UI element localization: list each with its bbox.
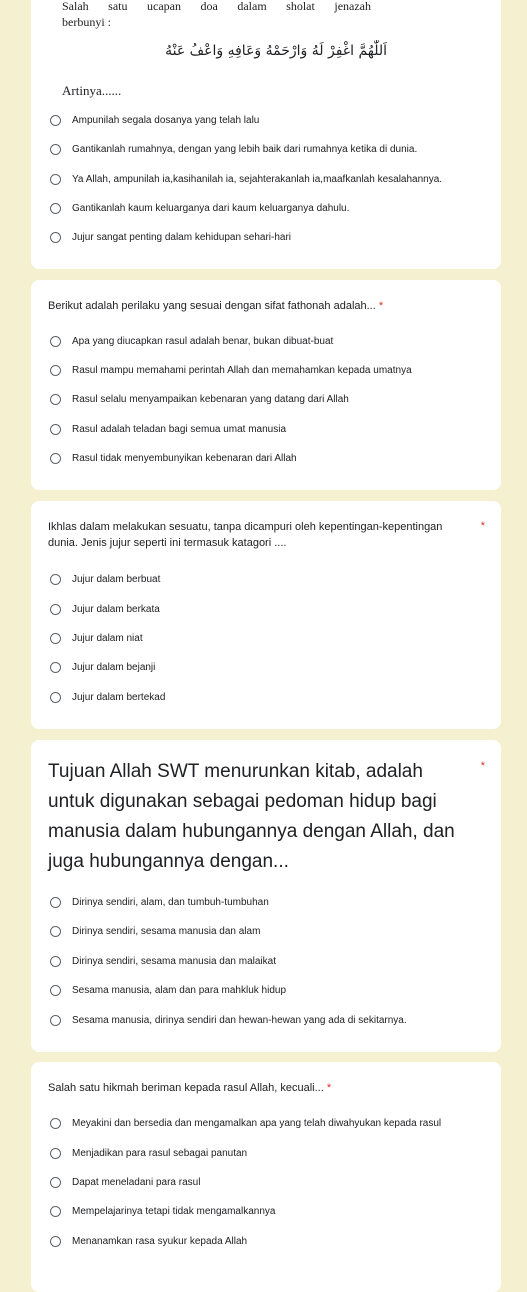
question-2-title <box>48 298 475 314</box>
radio-circle[interactable] <box>50 453 61 464</box>
radio-circle[interactable] <box>50 897 61 908</box>
radio-circle[interactable] <box>50 692 61 703</box>
option-q1-5[interactable]: Jujur sangat penting dalam kehidupan sehari-hari <box>50 229 291 245</box>
option-q4-5[interactable]: Sesama manusia, dirinya sendiri dan hewan-hewan yang ada di sekitarnya. <box>50 1012 407 1028</box>
option-q4-2[interactable]: Dirinya sendiri, sesama manusia dan alam <box>50 923 260 939</box>
option-q4-4[interactable]: Sesama manusia, alam dan para mahkluk hidup <box>50 982 286 998</box>
option-q3-4[interactable]: Jujur dalam bejanji <box>50 659 155 675</box>
radio-circle[interactable] <box>50 203 61 214</box>
radio-circle[interactable] <box>50 956 61 967</box>
option-q1-2[interactable]: Gantikanlah rumahnya, dengan yang lebih baik dari rumahnya ketika di dunia. <box>50 141 417 157</box>
radio-circle[interactable] <box>50 232 61 243</box>
radio-circle[interactable] <box>50 424 61 435</box>
option-q3-3[interactable]: Jujur dalam niat <box>50 630 143 646</box>
option-q5-3[interactable]: Dapat meneladani para rasul <box>50 1174 200 1190</box>
question-card-4 <box>31 740 501 1052</box>
option-q3-1[interactable]: Jujur dalam berbuat <box>50 571 160 587</box>
option-q3-2[interactable]: Jujur dalam berkata <box>50 601 160 617</box>
question-1-title-line-1: Salah satu ucapan doa dalam sholat jenazah <box>62 0 371 13</box>
option-q5-5[interactable]: Menanamkan rasa syukur kepada Allah <box>50 1233 247 1249</box>
option-q3-5[interactable]: Jujur dalam bertekad <box>50 689 165 705</box>
option-q2-3[interactable]: Rasul selalu menyampaikan kebenaran yang datang dari Allah <box>50 391 349 407</box>
question-1-title <box>62 0 371 30</box>
option-q1-3[interactable]: Ya Allah, ampunilah ia,kasihanilah ia, sejahterakanlah ia,maafkanlah kesalahannya. <box>50 171 442 187</box>
radio-circle[interactable] <box>50 144 61 155</box>
required-asterisk: * <box>480 520 485 532</box>
radio-circle[interactable] <box>50 1177 61 1188</box>
radio-circle[interactable] <box>50 985 61 996</box>
option-q2-4[interactable]: Rasul adalah teladan bagi semua umat manusia <box>50 421 286 437</box>
radio-circle[interactable] <box>50 604 61 615</box>
question-2-title-text: Berikut adalah perilaku yang sesuai dengan sifat fathonah adalah... <box>48 300 376 312</box>
radio-circle[interactable] <box>50 394 61 405</box>
radio-circle[interactable] <box>50 115 61 126</box>
radio-circle[interactable] <box>50 174 61 185</box>
radio-circle[interactable] <box>50 1015 61 1026</box>
option-q5-1[interactable]: Meyakini dan bersedia dan mengamalkan apa yang telah diwahyukan kepada rasul <box>50 1115 441 1131</box>
question-1-title-line-2: berbunyi : <box>62 15 111 29</box>
question-5-title-text: Salah satu hikmah beriman kepada rasul Allah, kecuali... <box>48 1082 324 1094</box>
question-3-title: Ikhlas dalam melakukan sesuatu, tanpa dicampuri oleh kepentingan-kepentingan dunia. Jenis jujur seperti ini termasuk katagori .... <box>48 521 443 549</box>
radio-circle[interactable] <box>50 1148 61 1159</box>
option-q4-1[interactable]: Dirinya sendiri, alam, dan tumbuh-tumbuhan <box>50 894 269 910</box>
radio-circle[interactable] <box>50 633 61 644</box>
question-card-2 <box>31 280 501 490</box>
required-asterisk: * <box>378 300 384 312</box>
radio-circle[interactable] <box>50 1206 61 1217</box>
option-q1-4[interactable]: Gantikanlah kaum keluarganya dari kaum keluarganya dahulu. <box>50 200 349 216</box>
question-5-title <box>48 1080 475 1096</box>
option-q2-5[interactable]: Rasul tidak menyembunyikan kebenaran dari Allah <box>50 450 297 466</box>
question-card-1 <box>31 0 501 269</box>
option-q4-3[interactable]: Dirinya sendiri, sesama manusia dan malaikat <box>50 953 276 969</box>
radio-circle[interactable] <box>50 926 61 937</box>
radio-circle[interactable] <box>50 1118 61 1129</box>
radio-circle[interactable] <box>50 365 61 376</box>
question-card-3 <box>31 501 501 729</box>
radio-circle[interactable] <box>50 662 61 673</box>
option-q5-4[interactable]: Mempelajarinya tetapi tidak mengamalkannya <box>50 1203 275 1219</box>
required-asterisk: * <box>480 760 485 772</box>
option-q5-2[interactable]: Menjadikan para rasul sebagai panutan <box>50 1145 247 1161</box>
radio-circle[interactable] <box>50 1236 61 1247</box>
radio-circle[interactable] <box>50 336 61 347</box>
option-q2-1[interactable]: Apa yang diucapkan rasul adalah benar, bukan dibuat-buat <box>50 333 333 349</box>
question-4-title: Tujuan Allah SWT menurunkan kitab, adalah untuk digunakan sebagai pedoman hidup bagi manusia dalam hubungannya dengan Allah, dan juga hubungannya dengan... <box>48 761 455 872</box>
radio-circle[interactable] <box>50 574 61 585</box>
option-q1-1[interactable]: Ampunilah segala dosanya yang telah lalu <box>50 112 259 128</box>
question-1-arabic-text: اَللّٰهُمَّ اغْفِرْ لَهُ وَارْحَمْهُ وَعَافِهِ وَاعْفُ عَنْهُ <box>165 43 387 59</box>
required-asterisk: * <box>326 1082 332 1094</box>
question-1-meaning: Artinya...... <box>62 83 122 98</box>
option-q2-2[interactable]: Rasul mampu memahami perintah Allah dan memahamkan kepada umatnya <box>50 362 412 378</box>
question-card-5 <box>31 1062 501 1292</box>
